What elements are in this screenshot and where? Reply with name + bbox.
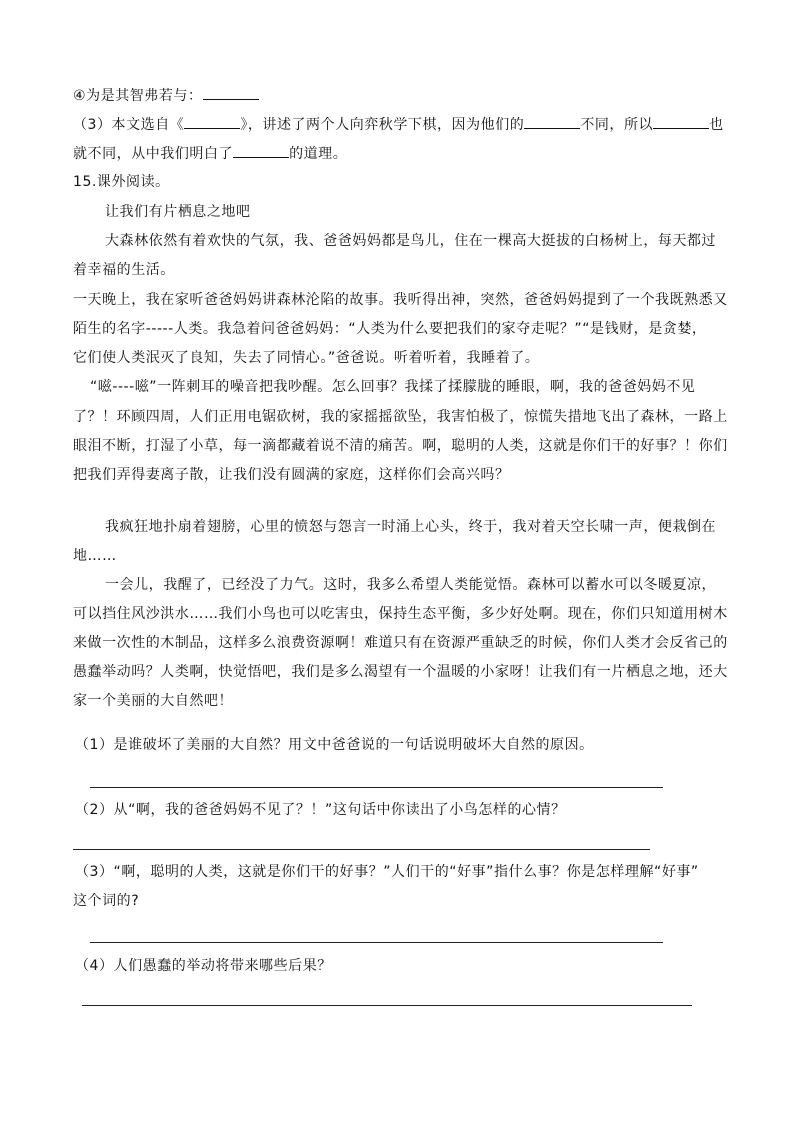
q14-item3-line1: [73, 115, 724, 134]
q14-text: （3）本文选自《: [73, 117, 185, 133]
passage-line: 大森林依然有着欢快的气氛，我、爸爸妈妈都是鸟儿，住在一棵高大挺拔的白杨树上，每天都过: [105, 233, 717, 249]
answer-blank[interactable]: [524, 115, 580, 129]
passage-line: 了？！环顾四周，人们正用电锯砍树，我的家摇摇欲坠，我害怕极了，惊慌失措地飞出了森林，一路上: [73, 409, 728, 425]
passage-line: 着幸福的生活。: [73, 262, 175, 278]
passage-line: 愚蠢举动吗？人类啊，快觉悟吧，我们是多么渴望有一个温暖的小家呀！让我们有一片栖息之地，还大: [73, 664, 728, 680]
answer-blank[interactable]: [184, 115, 240, 129]
passage-line: 一会儿，我醒了，已经没了力气。这时，我多么希望人类能觉悟。森林可以蓄水可以冬暖夏凉，: [105, 577, 717, 593]
passage-line: 我疯狂地扑扇着翅膀，心里的愤怒与怨言一时涌上心头，终于，我对着天空长啸一声，便栽倒在: [105, 519, 717, 535]
q14-text: 的道理。: [289, 146, 348, 162]
answer-blank[interactable]: [203, 86, 259, 100]
q14-text: 》，讲述了两个人向弈秋学下棋，因为他们的: [240, 117, 525, 133]
passage-line: 眼泪不断，打湿了小草，每一滴都藏着说不清的痛苦。啊，聪明的人类，这就是你们干的好事？！你们: [73, 438, 728, 454]
passage-line: 地……: [73, 548, 117, 564]
passage-line: 它们使人类泯灭了良知，失去了同情心。”爸爸说。听着听着，我睡着了。: [73, 350, 540, 366]
passage-title: 让我们有片栖息之地吧: [105, 204, 251, 220]
q14-item4: [73, 86, 259, 105]
passage-line: 一天晚上，我在家听爸爸妈妈讲森林沦陷的故事。我听得出神，突然，爸爸妈妈提到了一个我既熟悉又: [73, 292, 728, 308]
q14-item4-label: ④为是其智弗若与：: [73, 88, 203, 104]
q14-text: 不同，所以: [580, 117, 654, 133]
q14-text: 就不同，从中我们明白了: [73, 146, 234, 162]
q14-text: 也: [709, 117, 724, 133]
passage-line: 把我们弄得妻离子散，让我们没有圆满的家庭，这样你们会高兴吗？: [73, 467, 510, 483]
passage-line: 来做一次性的木制品，这样多么浪费资源啊！难道只有在资源严重缺乏的时候，你们人类才会反省己的: [73, 635, 728, 651]
question-2: （2）从“啊，我的爸爸妈妈不见了？！”这句话中你读出了小鸟怎样的心情？: [75, 802, 566, 818]
passage-line: 家一个美丽的大自然吧！: [73, 693, 234, 709]
answer-line-3[interactable]: [90, 942, 663, 943]
passage-line: 陌生的名字-----人类。我急着问爸爸妈妈：“人类为什么要把我们的家夺走呢？”“是钱财，是贪婪，: [73, 321, 707, 337]
q15-heading: 15.课外阅读。: [73, 174, 170, 190]
q14-item3-line2: [73, 144, 347, 163]
passage-line: “嗞----嗞”一阵刺耳的噪音把我吵醒。怎么回事？我揉了揉朦胧的睡眼，啊，我的爸爸妈妈不见: [90, 379, 696, 395]
passage-line: 可以挡住风沙洪水……我们小鸟也可以吃害虫，保持生态平衡，多少好处啊。现在，你们只知道用树木: [73, 606, 728, 622]
question-1: （1）是谁破坏了美丽的大自然？用文中爸爸说的一句话说明破坏大自然的原因。: [75, 737, 594, 753]
answer-line-4[interactable]: [82, 1005, 692, 1006]
answer-blank[interactable]: [653, 115, 709, 129]
question-3-cont: 这个词的?: [73, 893, 140, 909]
answer-line-1[interactable]: [90, 787, 663, 788]
question-3: （3）“啊，聪明的人类，这就是你们干的好事？”人们干的“好事”指什么事？你是怎样理解“好事”: [75, 864, 699, 880]
question-4: （4）人们愚蠢的举动将带来哪些后果？: [75, 958, 332, 974]
answer-blank[interactable]: [233, 144, 289, 158]
answer-line-2[interactable]: [73, 849, 650, 850]
